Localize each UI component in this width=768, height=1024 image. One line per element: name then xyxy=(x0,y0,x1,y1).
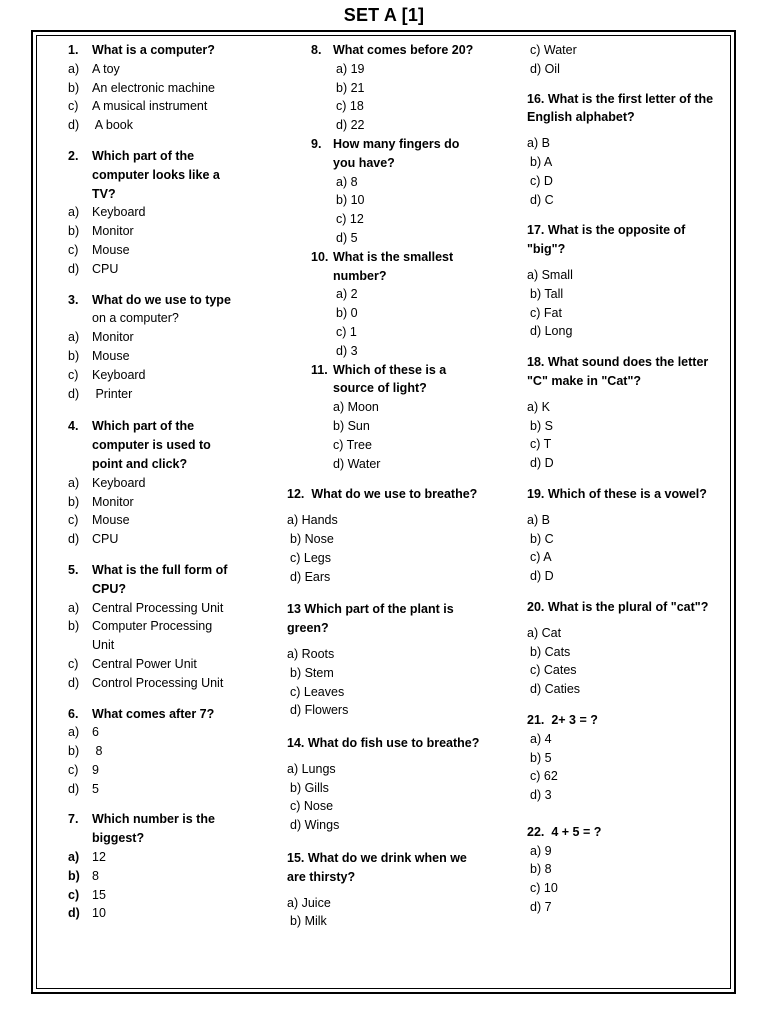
column-3 xyxy=(527,41,732,917)
question-text: 21. 2+ 3 = ? xyxy=(527,712,598,727)
option-text: Printer xyxy=(92,386,133,401)
option: d) 5 xyxy=(336,230,358,245)
option: b) 10 xyxy=(336,193,365,208)
option: d) 3 xyxy=(336,343,358,358)
question-text: "big"? xyxy=(527,242,566,257)
option-label: d) xyxy=(68,675,80,690)
question-17 xyxy=(527,221,732,341)
option-text: A book xyxy=(92,118,134,133)
option: a) 8 xyxy=(336,174,358,189)
option: c) 62 xyxy=(530,769,558,784)
option-text: 6 xyxy=(92,725,99,740)
option-label: c) xyxy=(68,99,79,114)
option-label: d) xyxy=(68,118,80,133)
question-text: point and click? xyxy=(92,456,188,471)
option: d) 3 xyxy=(530,788,552,803)
option-label: a) xyxy=(68,850,80,865)
option-text: 9 xyxy=(92,762,99,777)
question-13 xyxy=(287,600,517,720)
question-text: number? xyxy=(333,268,387,283)
option: a) Roots xyxy=(287,646,335,661)
option-label: c) xyxy=(68,367,79,382)
option: b) 0 xyxy=(336,306,358,321)
option: c) Tree xyxy=(333,437,372,452)
option-text: 8 xyxy=(92,744,103,759)
question-11 xyxy=(311,361,517,474)
option-label: a) xyxy=(68,61,80,76)
option: b) Nose xyxy=(290,531,334,546)
option-label: a) xyxy=(68,330,80,345)
option-label: b) xyxy=(68,348,80,363)
option: d) Caties xyxy=(530,682,581,697)
option: d) Oil xyxy=(530,61,560,76)
question-3 xyxy=(68,291,288,404)
option-label: c) xyxy=(68,242,79,257)
option: c) 1 xyxy=(336,324,357,339)
option: d) Ears xyxy=(290,569,331,584)
option-label: b) xyxy=(68,868,80,883)
option-label: d) xyxy=(68,532,80,547)
option-text: Keyboard xyxy=(92,475,146,490)
option-label: d) xyxy=(68,261,80,276)
question-text: source of light? xyxy=(333,381,427,396)
column-2 xyxy=(287,41,517,931)
question-22 xyxy=(527,823,732,917)
question-text: Which part of the xyxy=(92,148,195,163)
question-text: 22. 4 + 5 = ? xyxy=(527,824,602,839)
question-number: 10. xyxy=(311,249,329,264)
question-5 xyxy=(68,561,288,693)
option-text: A toy xyxy=(92,61,120,76)
option-label: c) xyxy=(68,762,79,777)
option: a) Juice xyxy=(287,895,331,910)
question-text: What is the full form of xyxy=(92,562,228,577)
question-21 xyxy=(527,711,732,805)
question-text: TV? xyxy=(92,186,116,201)
question-number: 8. xyxy=(311,43,322,57)
option: a) 4 xyxy=(530,731,552,746)
option-text: Keyboard xyxy=(92,205,146,220)
option-label: a) xyxy=(68,725,80,740)
option: c) A xyxy=(530,550,552,565)
option: c) 10 xyxy=(530,881,558,896)
option-label: a) xyxy=(68,475,80,490)
option: b) 21 xyxy=(336,80,365,95)
question-number: 11. xyxy=(311,362,328,377)
option-text: CPU xyxy=(92,261,119,276)
option-text: Monitor xyxy=(92,494,134,509)
option: b) Stem xyxy=(290,665,334,680)
option: c) Cates xyxy=(530,663,577,678)
option: a) B xyxy=(527,136,550,151)
question-text: What is the smallest xyxy=(333,249,454,264)
option: c) Nose xyxy=(290,799,334,814)
option-text: Monitor xyxy=(92,330,134,345)
option: b) Milk xyxy=(290,914,327,929)
question-19 xyxy=(527,485,732,586)
question-number: 1. xyxy=(68,43,79,57)
option-label: a) xyxy=(68,600,80,615)
option-text: Mouse xyxy=(92,242,130,257)
question-text: What comes after 7? xyxy=(92,706,215,721)
option-text: An electronic machine xyxy=(92,80,215,95)
question-text: green? xyxy=(287,621,329,636)
question-text: computer looks like a xyxy=(92,167,220,182)
option-label: c) xyxy=(68,513,79,528)
question-text: 17. What is the opposite of xyxy=(527,223,686,238)
option: c) 18 xyxy=(336,99,364,114)
option: b) 5 xyxy=(530,750,552,765)
question-text: 14. What do fish use to breathe? xyxy=(287,736,480,751)
option: d) Long xyxy=(530,324,573,339)
question-number: 3. xyxy=(68,292,79,307)
option-text: 15 xyxy=(92,887,106,902)
option: a) Moon xyxy=(333,400,379,415)
question-text: Which part of the xyxy=(92,419,195,434)
option-text: Mouse xyxy=(92,513,130,528)
question-15-continued xyxy=(527,41,732,79)
option: a) 19 xyxy=(336,61,365,76)
question-20 xyxy=(527,598,732,699)
option-text: CPU xyxy=(92,532,119,547)
question-number: 7. xyxy=(68,812,79,827)
question-text: biggest? xyxy=(92,831,145,846)
option: b) 8 xyxy=(530,862,552,877)
question-text: 12. What do we use to breathe? xyxy=(287,487,478,502)
question-number: 5. xyxy=(68,562,79,577)
question-text: Which number is the xyxy=(92,812,215,827)
option-text: Keyboard xyxy=(92,367,146,382)
option-label: d) xyxy=(68,906,80,921)
question-text: What is a computer? xyxy=(92,43,215,57)
option: c) Legs xyxy=(290,550,331,565)
option: a) B xyxy=(527,512,550,527)
question-6 xyxy=(68,705,288,799)
question-9 xyxy=(311,135,517,248)
question-4 xyxy=(68,417,288,549)
question-2 xyxy=(68,147,288,279)
option-text: 10 xyxy=(92,906,106,921)
option-text: Central Power Unit xyxy=(92,656,197,671)
option-label: a) xyxy=(68,205,80,220)
question-text: Which of these is a xyxy=(333,362,447,377)
question-12 xyxy=(287,485,517,586)
option-text: Monitor xyxy=(92,224,134,239)
question-number: 2. xyxy=(68,148,79,163)
option-text: A musical instrument xyxy=(92,99,208,114)
option-label: b) xyxy=(68,619,80,634)
question-7 xyxy=(68,810,288,923)
option: b) Gills xyxy=(290,780,329,795)
option-label: b) xyxy=(68,744,80,759)
option: c) Water xyxy=(530,43,577,57)
question-text: English alphabet? xyxy=(527,110,635,125)
option: a) K xyxy=(527,399,550,414)
question-16 xyxy=(527,90,732,210)
option-text: 5 xyxy=(92,781,99,796)
option: a) 2 xyxy=(336,287,358,302)
option: d) C xyxy=(530,192,554,207)
column-1 xyxy=(68,41,288,935)
option-label: c) xyxy=(68,887,80,902)
option-label: d) xyxy=(68,386,80,401)
option: d) 7 xyxy=(530,900,552,915)
option: d) D xyxy=(530,456,554,471)
option: b) Tall xyxy=(530,286,564,301)
option: c) T xyxy=(530,437,552,452)
option: a) Cat xyxy=(527,625,562,640)
question-text: 19. Which of these is a vowel? xyxy=(527,486,707,501)
option-label: b) xyxy=(68,494,80,509)
question-number: 6. xyxy=(68,706,79,721)
option: c) Fat xyxy=(530,305,562,320)
option-text: 8 xyxy=(92,868,99,883)
option: d) Flowers xyxy=(290,703,349,718)
option-text: Mouse xyxy=(92,348,130,363)
question-8 xyxy=(311,41,517,135)
question-text: you have? xyxy=(333,155,395,170)
option-label: d) xyxy=(68,781,80,796)
option-label: b) xyxy=(68,80,80,95)
question-text: How many fingers do xyxy=(333,136,460,151)
option: d) Water xyxy=(333,456,381,471)
option: a) Hands xyxy=(287,513,338,528)
option-text: Central Processing Unit xyxy=(92,600,224,615)
question-number: 4. xyxy=(68,419,79,434)
question-text: 13 Which part of the plant is xyxy=(287,602,454,617)
option: d) 22 xyxy=(336,118,365,133)
question-text: 15. What do we drink when we xyxy=(287,851,467,866)
option: b) Cats xyxy=(530,644,571,659)
question-text: computer is used to xyxy=(92,438,211,453)
page-title: SET A [1] xyxy=(343,5,425,25)
question-text: CPU? xyxy=(92,581,127,596)
option: c) Leaves xyxy=(290,684,345,699)
question-text: What comes before 20? xyxy=(333,43,474,57)
question-15 xyxy=(287,849,517,931)
question-14 xyxy=(287,734,517,835)
option-label: b) xyxy=(68,224,80,239)
option: c) D xyxy=(530,173,553,188)
question-text: 20. What is the plural of "cat"? xyxy=(527,599,709,614)
question-10 xyxy=(311,248,517,361)
question-text: "C" make in "Cat"? xyxy=(527,373,642,388)
option: b) A xyxy=(530,154,553,169)
option: d) Wings xyxy=(290,818,340,833)
option: a) Small xyxy=(527,267,573,282)
question-text: 16. What is the first letter of the xyxy=(527,91,714,106)
option-label: c) xyxy=(68,656,79,671)
question-text: on a computer? xyxy=(92,311,179,326)
option-text: Unit xyxy=(92,638,115,653)
question-text: 18. What sound does the letter xyxy=(527,355,709,370)
option: a) Lungs xyxy=(287,761,336,776)
option: c) 12 xyxy=(336,212,364,227)
option: d) D xyxy=(530,569,554,584)
question-1 xyxy=(68,41,288,135)
option-text: Control Processing Unit xyxy=(92,675,224,690)
option: b) C xyxy=(530,531,554,546)
option: b) Sun xyxy=(333,418,370,433)
option-text: Computer Processing xyxy=(92,619,213,634)
question-text: What do we use to type xyxy=(92,292,231,307)
option: a) 9 xyxy=(530,843,552,858)
option: b) S xyxy=(530,418,553,433)
option-text: 12 xyxy=(92,850,106,865)
question-18 xyxy=(527,353,732,473)
question-number: 9. xyxy=(311,136,322,151)
question-text: are thirsty? xyxy=(287,869,356,884)
